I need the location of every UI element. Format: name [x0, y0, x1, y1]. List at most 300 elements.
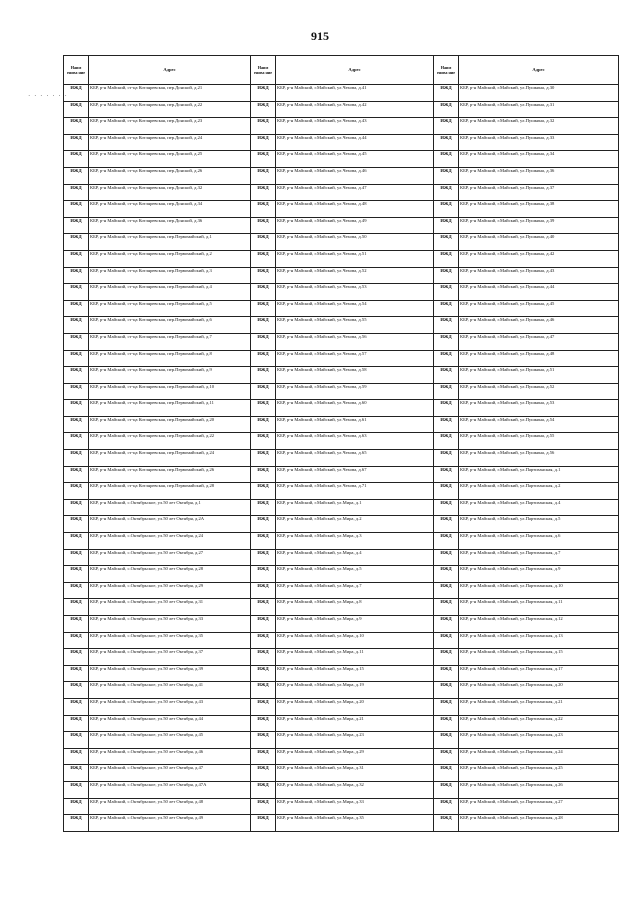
header-code-3: Наим енова ние: [434, 56, 459, 85]
address-cell-1: КБР, р-н Майский, с.Октябрьское, ул.50 лет Октября, д.35: [89, 632, 251, 649]
table-row: [64, 632, 619, 649]
code-cell-3: ИЖД: [434, 499, 459, 516]
address-cell-2: КБР, р-н Майский, г.Майский, ул.Чехова, д.46: [276, 167, 434, 184]
code-cell-1: ИЖД: [64, 616, 89, 633]
code-cell-3: ИЖД: [434, 101, 459, 118]
code-cell-1: ИЖД: [64, 582, 89, 599]
code-cell-2: ИЖД: [251, 118, 276, 135]
code-cell-2: ИЖД: [251, 250, 276, 267]
table-row: [64, 134, 619, 151]
code-cell-3: ИЖД: [434, 134, 459, 151]
code-cell-1: ИЖД: [64, 333, 89, 350]
code-cell-1: ИЖД: [64, 433, 89, 450]
address-cell-1: КБР, р-н Майский, с.Октябрьское, ул.50 лет Октября, д.29: [89, 582, 251, 599]
code-cell-1: ИЖД: [64, 748, 89, 765]
address-cell-2: КБР, р-н Майский, г.Майский, ул.Чехова, д.71: [276, 483, 434, 500]
code-cell-1: ИЖД: [64, 483, 89, 500]
code-cell-1: ИЖД: [64, 798, 89, 815]
address-cell-3: КБР, р-н Майский, г.Майский, ул.Пушкина, д.31: [459, 101, 619, 118]
table-row: [64, 151, 619, 168]
address-cell-2: КБР, р-н Майский, г.Майский, ул.Чехова, д.63: [276, 433, 434, 450]
margin-marks: · · · · · · ·: [28, 92, 68, 100]
code-cell-2: ИЖД: [251, 781, 276, 798]
address-cell-2: КБР, р-н Майский, г.Майский, ул.Чехова, д.51: [276, 250, 434, 267]
table-row: [64, 201, 619, 218]
address-cell-2: КБР, р-н Майский, г.Майский, ул.Чехова, д.45: [276, 151, 434, 168]
code-cell-2: ИЖД: [251, 682, 276, 699]
code-cell-2: ИЖД: [251, 715, 276, 732]
address-cell-1: КБР, р-н Майский, ст-ца Котляревская, пер.Донской, д.34: [89, 201, 251, 218]
address-cell-2: КБР, р-н Майский, г.Майский, ул.Мира, д.4: [276, 549, 434, 566]
address-cell-2: КБР, р-н Майский, г.Майский, ул.Мира, д.3: [276, 533, 434, 550]
code-cell-1: ИЖД: [64, 134, 89, 151]
code-cell-3: ИЖД: [434, 815, 459, 832]
address-cell-3: КБР, р-н Майский, г.Майский, ул.Пушкина, д.42: [459, 250, 619, 267]
address-cell-1: КБР, р-н Майский, с.Октябрьское, ул.50 лет Октября, д.41: [89, 682, 251, 699]
code-cell-3: ИЖД: [434, 665, 459, 682]
code-cell-2: ИЖД: [251, 85, 276, 102]
address-cell-3: КБР, р-н Майский, г.Майский, ул.Партизанская, д.24: [459, 748, 619, 765]
code-cell-3: ИЖД: [434, 599, 459, 616]
table-row: [64, 367, 619, 384]
table-row: [64, 433, 619, 450]
code-cell-2: ИЖД: [251, 483, 276, 500]
address-cell-3: КБР, р-н Майский, г.Майский, ул.Пушкина, д.46: [459, 317, 619, 334]
code-cell-3: ИЖД: [434, 450, 459, 467]
address-cell-3: КБР, р-н Майский, г.Майский, ул.Пушкина, д.34: [459, 151, 619, 168]
address-cell-1: КБР, р-н Майский, с.Октябрьское, ул.50 лет Октября, д.47А: [89, 781, 251, 798]
table-header-row: [64, 56, 619, 85]
table-row: [64, 167, 619, 184]
code-cell-2: ИЖД: [251, 284, 276, 301]
address-cell-3: КБР, р-н Майский, г.Майский, ул.Пушкина, д.30: [459, 85, 619, 102]
address-cell-1: КБР, р-н Майский, с.Октябрьское, ул.50 лет Октября, д.28: [89, 566, 251, 583]
code-cell-3: ИЖД: [434, 616, 459, 633]
header-address-1: Адрес: [89, 56, 251, 85]
code-cell-2: ИЖД: [251, 151, 276, 168]
address-cell-3: КБР, р-н Майский, г.Майский, ул.Пушкина, д.33: [459, 134, 619, 151]
address-cell-2: КБР, р-н Майский, г.Майский, ул.Чехова, д.41: [276, 85, 434, 102]
code-cell-3: ИЖД: [434, 798, 459, 815]
address-cell-3: КБР, р-н Майский, г.Майский, ул.Партизанская, д.12: [459, 616, 619, 633]
address-cell-3: КБР, р-н Майский, г.Майский, ул.Партизанская, д.10: [459, 582, 619, 599]
address-cell-1: КБР, р-н Майский, с.Октябрьское, ул.50 лет Октября, д.45: [89, 732, 251, 749]
table-row: [64, 333, 619, 350]
code-cell-2: ИЖД: [251, 333, 276, 350]
code-cell-2: ИЖД: [251, 765, 276, 782]
address-cell-2: КБР, р-н Майский, г.Майский, ул.Чехова, д.55: [276, 317, 434, 334]
code-cell-2: ИЖД: [251, 184, 276, 201]
table-row: [64, 234, 619, 251]
address-cell-2: КБР, р-н Майский, г.Майский, ул.Чехова, д.44: [276, 134, 434, 151]
address-cell-3: КБР, р-н Майский, г.Майский, ул.Партизанская, д.26: [459, 781, 619, 798]
address-cell-2: КБР, р-н Майский, г.Майский, ул.Мира, д.2: [276, 516, 434, 533]
table-row: [64, 416, 619, 433]
address-cell-1: КБР, р-н Майский, ст-ца Котляревская, пер.Первомайский, д.3: [89, 267, 251, 284]
code-cell-3: ИЖД: [434, 533, 459, 550]
code-cell-2: ИЖД: [251, 201, 276, 218]
code-cell-3: ИЖД: [434, 549, 459, 566]
address-cell-2: КБР, р-н Майский, г.Майский, ул.Мира, д.9: [276, 616, 434, 633]
code-cell-3: ИЖД: [434, 582, 459, 599]
address-cell-2: КБР, р-н Майский, г.Майский, ул.Мира, д.35: [276, 815, 434, 832]
code-cell-1: ИЖД: [64, 317, 89, 334]
code-cell-3: ИЖД: [434, 167, 459, 184]
table-row: [64, 732, 619, 749]
address-cell-2: КБР, р-н Майский, г.Майский, ул.Мира, д.31: [276, 765, 434, 782]
code-cell-3: ИЖД: [434, 85, 459, 102]
code-cell-2: ИЖД: [251, 450, 276, 467]
code-cell-2: ИЖД: [251, 101, 276, 118]
address-cell-3: КБР, р-н Майский, г.Майский, ул.Партизанская, д.27: [459, 798, 619, 815]
code-cell-3: ИЖД: [434, 333, 459, 350]
address-cell-1: КБР, р-н Майский, с.Октябрьское, ул.50 лет Октября, д.48: [89, 798, 251, 815]
address-cell-1: КБР, р-н Майский, ст-ца Котляревская, пер.Первомайский, д.7: [89, 333, 251, 350]
code-cell-1: ИЖД: [64, 566, 89, 583]
code-cell-3: ИЖД: [434, 416, 459, 433]
code-cell-3: ИЖД: [434, 300, 459, 317]
address-cell-3: КБР, р-н Майский, г.Майский, ул.Пушкина, д.44: [459, 284, 619, 301]
table-row: [64, 400, 619, 417]
address-cell-3: КБР, р-н Майский, г.Майский, ул.Партизанская, д.20: [459, 682, 619, 699]
code-cell-3: ИЖД: [434, 383, 459, 400]
table-row: [64, 300, 619, 317]
code-cell-3: ИЖД: [434, 781, 459, 798]
table-row: [64, 781, 619, 798]
code-cell-2: ИЖД: [251, 267, 276, 284]
code-cell-3: ИЖД: [434, 466, 459, 483]
code-cell-2: ИЖД: [251, 616, 276, 633]
header-address-3: Адрес: [459, 56, 619, 85]
address-cell-3: КБР, р-н Майский, г.Майский, ул.Партизанская, д.9: [459, 566, 619, 583]
code-cell-2: ИЖД: [251, 649, 276, 666]
code-cell-2: ИЖД: [251, 383, 276, 400]
address-cell-2: КБР, р-н Майский, г.Майский, ул.Мира, д.29: [276, 748, 434, 765]
address-cell-3: КБР, р-н Майский, г.Майский, ул.Партизанская, д.11: [459, 599, 619, 616]
code-cell-2: ИЖД: [251, 234, 276, 251]
address-cell-1: КБР, р-н Майский, с.Октябрьское, ул.50 лет Октября, д.43: [89, 698, 251, 715]
table-body: [64, 85, 619, 832]
table-row: [64, 101, 619, 118]
code-cell-2: ИЖД: [251, 798, 276, 815]
address-cell-2: КБР, р-н Майский, г.Майский, ул.Мира, д.10: [276, 632, 434, 649]
address-cell-2: КБР, р-н Майский, г.Майский, ул.Чехова, д.61: [276, 416, 434, 433]
address-cell-3: КБР, р-н Майский, г.Майский, ул.Пушкина, д.37: [459, 184, 619, 201]
address-cell-2: КБР, р-н Майский, г.Майский, ул.Чехова, д.50: [276, 234, 434, 251]
address-cell-3: КБР, р-н Майский, г.Майский, ул.Партизанская, д.1: [459, 466, 619, 483]
code-cell-1: ИЖД: [64, 499, 89, 516]
address-cell-2: КБР, р-н Майский, г.Майский, ул.Мира, д.5: [276, 566, 434, 583]
code-cell-3: ИЖД: [434, 217, 459, 234]
code-cell-1: ИЖД: [64, 167, 89, 184]
code-cell-1: ИЖД: [64, 533, 89, 550]
code-cell-1: ИЖД: [64, 234, 89, 251]
header-address-2: Адрес: [276, 56, 434, 85]
page-number: 915: [311, 29, 329, 43]
code-cell-3: ИЖД: [434, 201, 459, 218]
table-row: [64, 317, 619, 334]
address-cell-3: КБР, р-н Майский, г.Майский, ул.Партизанская, д.23: [459, 732, 619, 749]
address-cell-3: КБР, р-н Майский, г.Майский, ул.Партизанская, д.5: [459, 516, 619, 533]
address-cell-3: КБР, р-н Майский, г.Майский, ул.Пушкина, д.55: [459, 433, 619, 450]
table-row: [64, 85, 619, 102]
code-cell-1: ИЖД: [64, 765, 89, 782]
address-cell-1: КБР, р-н Майский, ст-ца Котляревская, пер.Первомайский, д.4: [89, 284, 251, 301]
code-cell-1: ИЖД: [64, 118, 89, 135]
address-cell-1: КБР, р-н Майский, ст-ца Котляревская, пер.Донской, д.21: [89, 85, 251, 102]
code-cell-3: ИЖД: [434, 748, 459, 765]
table-row: [64, 715, 619, 732]
address-cell-1: КБР, р-н Майский, ст-ца Котляревская, пер.Первомайский, д.26: [89, 466, 251, 483]
address-cell-2: КБР, р-н Майский, г.Майский, ул.Мира, д.33: [276, 798, 434, 815]
table-row: [64, 383, 619, 400]
address-cell-1: КБР, р-н Майский, ст-ца Котляревская, пер.Первомайский, д.28: [89, 483, 251, 500]
address-cell-3: КБР, р-н Майский, г.Майский, ул.Партизанская, д.15: [459, 649, 619, 666]
address-cell-3: КБР, р-н Майский, г.Майский, ул.Пушкина, д.45: [459, 300, 619, 317]
table-row: [64, 682, 619, 699]
address-cell-2: КБР, р-н Майский, г.Майский, ул.Чехова, д.65: [276, 450, 434, 467]
code-cell-1: ИЖД: [64, 101, 89, 118]
address-cell-1: КБР, р-н Майский, ст-ца Котляревская, пер.Первомайский, д.5: [89, 300, 251, 317]
table-row: [64, 616, 619, 633]
code-cell-3: ИЖД: [434, 400, 459, 417]
code-cell-1: ИЖД: [64, 599, 89, 616]
table-row: [64, 450, 619, 467]
table-row: [64, 516, 619, 533]
code-cell-3: ИЖД: [434, 566, 459, 583]
code-cell-3: ИЖД: [434, 118, 459, 135]
address-cell-2: КБР, р-н Майский, г.Майский, ул.Чехова, д.43: [276, 118, 434, 135]
address-cell-1: КБР, р-н Майский, ст-ца Котляревская, пер.Первомайский, д.1: [89, 234, 251, 251]
address-cell-1: КБР, р-н Майский, с.Октябрьское, ул.50 лет Октября, д.24: [89, 533, 251, 550]
code-cell-1: ИЖД: [64, 151, 89, 168]
table-row: [64, 698, 619, 715]
table-row: [64, 798, 619, 815]
address-cell-1: КБР, р-н Майский, ст-ца Котляревская, пер.Донской, д.26: [89, 167, 251, 184]
table-row: [64, 582, 619, 599]
address-cell-2: КБР, р-н Майский, г.Майский, ул.Мира, д.21: [276, 715, 434, 732]
address-cell-3: КБР, р-н Майский, г.Майский, ул.Пушкина, д.54: [459, 416, 619, 433]
address-cell-2: КБР, р-н Майский, г.Майский, ул.Мира, д.32: [276, 781, 434, 798]
code-cell-1: ИЖД: [64, 416, 89, 433]
address-cell-2: КБР, р-н Майский, г.Майский, ул.Мира, д.15: [276, 665, 434, 682]
table-row: [64, 599, 619, 616]
address-cell-2: КБР, р-н Майский, г.Майский, ул.Мира, д.8: [276, 599, 434, 616]
code-cell-2: ИЖД: [251, 134, 276, 151]
address-cell-1: КБР, р-н Майский, ст-ца Котляревская, пер.Первомайский, д.20: [89, 416, 251, 433]
table-row: [64, 649, 619, 666]
code-cell-3: ИЖД: [434, 649, 459, 666]
code-cell-3: ИЖД: [434, 483, 459, 500]
code-cell-3: ИЖД: [434, 234, 459, 251]
code-cell-1: ИЖД: [64, 715, 89, 732]
code-cell-1: ИЖД: [64, 632, 89, 649]
address-cell-2: КБР, р-н Майский, г.Майский, ул.Мира, д.11: [276, 649, 434, 666]
code-cell-2: ИЖД: [251, 167, 276, 184]
code-cell-2: ИЖД: [251, 317, 276, 334]
address-cell-3: КБР, р-н Майский, г.Майский, ул.Партизанская, д.6: [459, 533, 619, 550]
address-cell-2: КБР, р-н Майский, г.Майский, ул.Чехова, д.59: [276, 383, 434, 400]
table-row: [64, 184, 619, 201]
address-cell-3: КБР, р-н Майский, г.Майский, ул.Пушкина, д.56: [459, 450, 619, 467]
table-row: [64, 549, 619, 566]
table-row: [64, 533, 619, 550]
code-cell-1: ИЖД: [64, 466, 89, 483]
code-cell-1: ИЖД: [64, 400, 89, 417]
table-row: [64, 250, 619, 267]
code-cell-2: ИЖД: [251, 566, 276, 583]
address-cell-2: КБР, р-н Майский, г.Майский, ул.Мира, д.7: [276, 582, 434, 599]
code-cell-1: ИЖД: [64, 201, 89, 218]
address-cell-3: КБР, р-н Майский, г.Майский, ул.Пушкина, д.52: [459, 383, 619, 400]
address-cell-3: КБР, р-н Майский, г.Майский, ул.Партизанская, д.17: [459, 665, 619, 682]
address-cell-1: КБР, р-н Майский, ст-ца Котляревская, пер.Первомайский, д.10: [89, 383, 251, 400]
code-cell-1: ИЖД: [64, 284, 89, 301]
code-cell-2: ИЖД: [251, 400, 276, 417]
code-cell-1: ИЖД: [64, 217, 89, 234]
address-cell-1: КБР, р-н Майский, ст-ца Котляревская, пер.Первомайский, д.9: [89, 367, 251, 384]
address-cell-2: КБР, р-н Майский, г.Майский, ул.Мира, д.20: [276, 698, 434, 715]
code-cell-3: ИЖД: [434, 433, 459, 450]
code-cell-2: ИЖД: [251, 433, 276, 450]
address-cell-1: КБР, р-н Майский, ст-ца Котляревская, пер.Донской, д.25: [89, 151, 251, 168]
table-row: [64, 815, 619, 832]
table-row: [64, 267, 619, 284]
address-cell-2: КБР, р-н Майский, г.Майский, ул.Чехова, д.58: [276, 367, 434, 384]
address-cell-2: КБР, р-н Майский, г.Майский, ул.Чехова, д.48: [276, 201, 434, 218]
code-cell-1: ИЖД: [64, 367, 89, 384]
address-cell-1: КБР, р-н Майский, ст-ца Котляревская, пер.Донской, д.23: [89, 118, 251, 135]
address-cell-3: КБР, р-н Майский, г.Майский, ул.Пушкина, д.47: [459, 333, 619, 350]
code-cell-1: ИЖД: [64, 682, 89, 699]
code-cell-2: ИЖД: [251, 815, 276, 832]
address-cell-2: КБР, р-н Майский, г.Майский, ул.Чехова, д.67: [276, 466, 434, 483]
address-cell-1: КБР, р-н Майский, с.Октябрьское, ул.50 лет Октября, д.2А: [89, 516, 251, 533]
address-cell-1: КБР, р-н Майский, с.Октябрьское, ул.50 лет Октября, д.37: [89, 649, 251, 666]
address-cell-2: КБР, р-н Майский, г.Майский, ул.Чехова, д.54: [276, 300, 434, 317]
code-cell-3: ИЖД: [434, 765, 459, 782]
table-row: [64, 765, 619, 782]
address-cell-3: КБР, р-н Майский, г.Майский, ул.Пушкина, д.53: [459, 400, 619, 417]
code-cell-1: ИЖД: [64, 350, 89, 367]
address-cell-1: КБР, р-н Майский, с.Октябрьское, ул.50 лет Октября, д.46: [89, 748, 251, 765]
code-cell-2: ИЖД: [251, 466, 276, 483]
address-cell-1: КБР, р-н Майский, ст-ца Котляревская, пер.Первомайский, д.22: [89, 433, 251, 450]
address-cell-3: КБР, р-н Майский, г.Майский, ул.Партизанская, д.25: [459, 765, 619, 782]
address-cell-2: КБР, р-н Майский, г.Майский, ул.Мира, д.19: [276, 682, 434, 699]
address-cell-2: КБР, р-н Майский, г.Майский, ул.Чехова, д.57: [276, 350, 434, 367]
code-cell-2: ИЖД: [251, 698, 276, 715]
code-cell-1: ИЖД: [64, 698, 89, 715]
address-cell-1: КБР, р-н Майский, с.Октябрьское, ул.50 лет Октября, д.47: [89, 765, 251, 782]
code-cell-1: ИЖД: [64, 732, 89, 749]
code-cell-2: ИЖД: [251, 732, 276, 749]
address-cell-2: КБР, р-н Майский, г.Майский, ул.Чехова, д.56: [276, 333, 434, 350]
address-cell-1: КБР, р-н Майский, с.Октябрьское, ул.50 лет Октября, д.49: [89, 815, 251, 832]
address-cell-1: КБР, р-н Майский, ст-ца Котляревская, пер.Первомайский, д.2: [89, 250, 251, 267]
address-cell-2: КБР, р-н Майский, г.Майский, ул.Чехова, д.52: [276, 267, 434, 284]
code-cell-1: ИЖД: [64, 250, 89, 267]
code-cell-2: ИЖД: [251, 350, 276, 367]
code-cell-3: ИЖД: [434, 367, 459, 384]
address-cell-3: КБР, р-н Майский, г.Майский, ул.Партизанская, д.4: [459, 499, 619, 516]
code-cell-2: ИЖД: [251, 665, 276, 682]
address-cell-1: КБР, р-н Майский, с.Октябрьское, ул.50 лет Октября, д.31: [89, 599, 251, 616]
code-cell-2: ИЖД: [251, 416, 276, 433]
table-row: [64, 483, 619, 500]
code-cell-3: ИЖД: [434, 715, 459, 732]
address-cell-3: КБР, р-н Майский, г.Майский, ул.Партизанская, д.13: [459, 632, 619, 649]
address-cell-3: КБР, р-н Майский, г.Майский, ул.Пушкина, д.32: [459, 118, 619, 135]
address-cell-2: КБР, р-н Майский, г.Майский, ул.Чехова, д.47: [276, 184, 434, 201]
header-code-2: Наим енова ние: [251, 56, 276, 85]
address-cell-1: КБР, р-н Майский, с.Октябрьское, ул.50 лет Октября, д.44: [89, 715, 251, 732]
code-cell-2: ИЖД: [251, 533, 276, 550]
code-cell-1: ИЖД: [64, 300, 89, 317]
table-row: [64, 665, 619, 682]
address-cell-3: КБР, р-н Майский, г.Майский, ул.Пушкина, д.40: [459, 234, 619, 251]
table-row: [64, 350, 619, 367]
code-cell-2: ИЖД: [251, 632, 276, 649]
code-cell-2: ИЖД: [251, 549, 276, 566]
code-cell-1: ИЖД: [64, 549, 89, 566]
code-cell-3: ИЖД: [434, 184, 459, 201]
code-cell-1: ИЖД: [64, 85, 89, 102]
code-cell-1: ИЖД: [64, 815, 89, 832]
address-cell-3: КБР, р-н Майский, г.Майский, ул.Партизанская, д.22: [459, 715, 619, 732]
code-cell-2: ИЖД: [251, 748, 276, 765]
address-cell-3: КБР, р-н Майский, г.Майский, ул.Партизанская, д.7: [459, 549, 619, 566]
code-cell-3: ИЖД: [434, 632, 459, 649]
code-cell-2: ИЖД: [251, 599, 276, 616]
address-cell-1: КБР, р-н Майский, с.Октябрьское, ул.50 лет Октября, д.33: [89, 616, 251, 633]
code-cell-1: ИЖД: [64, 267, 89, 284]
address-cell-2: КБР, р-н Майский, г.Майский, ул.Чехова, д.53: [276, 284, 434, 301]
code-cell-1: ИЖД: [64, 450, 89, 467]
address-cell-3: КБР, р-н Майский, г.Майский, ул.Пушкина, д.39: [459, 217, 619, 234]
address-cell-1: КБР, р-н Майский, ст-ца Котляревская, пер.Донской, д.22: [89, 101, 251, 118]
address-cell-3: КБР, р-н Майский, г.Майский, ул.Пушкина, д.51: [459, 367, 619, 384]
address-cell-3: КБР, р-н Майский, г.Майский, ул.Пушкина, д.43: [459, 267, 619, 284]
address-cell-1: КБР, р-н Майский, ст-ца Котляревская, пер.Первомайский, д.6: [89, 317, 251, 334]
code-cell-3: ИЖД: [434, 250, 459, 267]
address-table: [63, 55, 619, 832]
address-cell-1: КБР, р-н Майский, ст-ца Котляревская, пер.Донской, д.36: [89, 217, 251, 234]
address-cell-3: КБР, р-н Майский, г.Майский, ул.Пушкина, д.36: [459, 167, 619, 184]
address-cell-1: КБР, р-н Майский, ст-ца Котляревская, пер.Первомайский, д.8: [89, 350, 251, 367]
table-row: [64, 566, 619, 583]
code-cell-3: ИЖД: [434, 732, 459, 749]
table-row: [64, 748, 619, 765]
code-cell-1: ИЖД: [64, 665, 89, 682]
address-cell-3: КБР, р-н Майский, г.Майский, ул.Партизанская, д.28: [459, 815, 619, 832]
address-cell-1: КБР, р-н Майский, с.Октябрьское, ул.50 лет Октября, д.27: [89, 549, 251, 566]
code-cell-3: ИЖД: [434, 516, 459, 533]
address-cell-2: КБР, р-н Майский, г.Майский, ул.Чехова, д.42: [276, 101, 434, 118]
address-cell-1: КБР, р-н Майский, ст-ца Котляревская, пер.Донской, д.32: [89, 184, 251, 201]
address-cell-1: КБР, р-н Майский, ст-ца Котляревская, пер.Донской, д.24: [89, 134, 251, 151]
address-cell-1: КБР, р-н Майский, с.Октябрьское, ул.50 лет Октября, д.1: [89, 499, 251, 516]
table-row: [64, 118, 619, 135]
table-row: [64, 499, 619, 516]
code-cell-1: ИЖД: [64, 184, 89, 201]
code-cell-2: ИЖД: [251, 217, 276, 234]
table-row: [64, 217, 619, 234]
address-cell-2: КБР, р-н Майский, г.Майский, ул.Мира, д.1: [276, 499, 434, 516]
code-cell-1: ИЖД: [64, 781, 89, 798]
code-cell-3: ИЖД: [434, 698, 459, 715]
address-cell-2: КБР, р-н Майский, г.Майский, ул.Мира, д.23: [276, 732, 434, 749]
